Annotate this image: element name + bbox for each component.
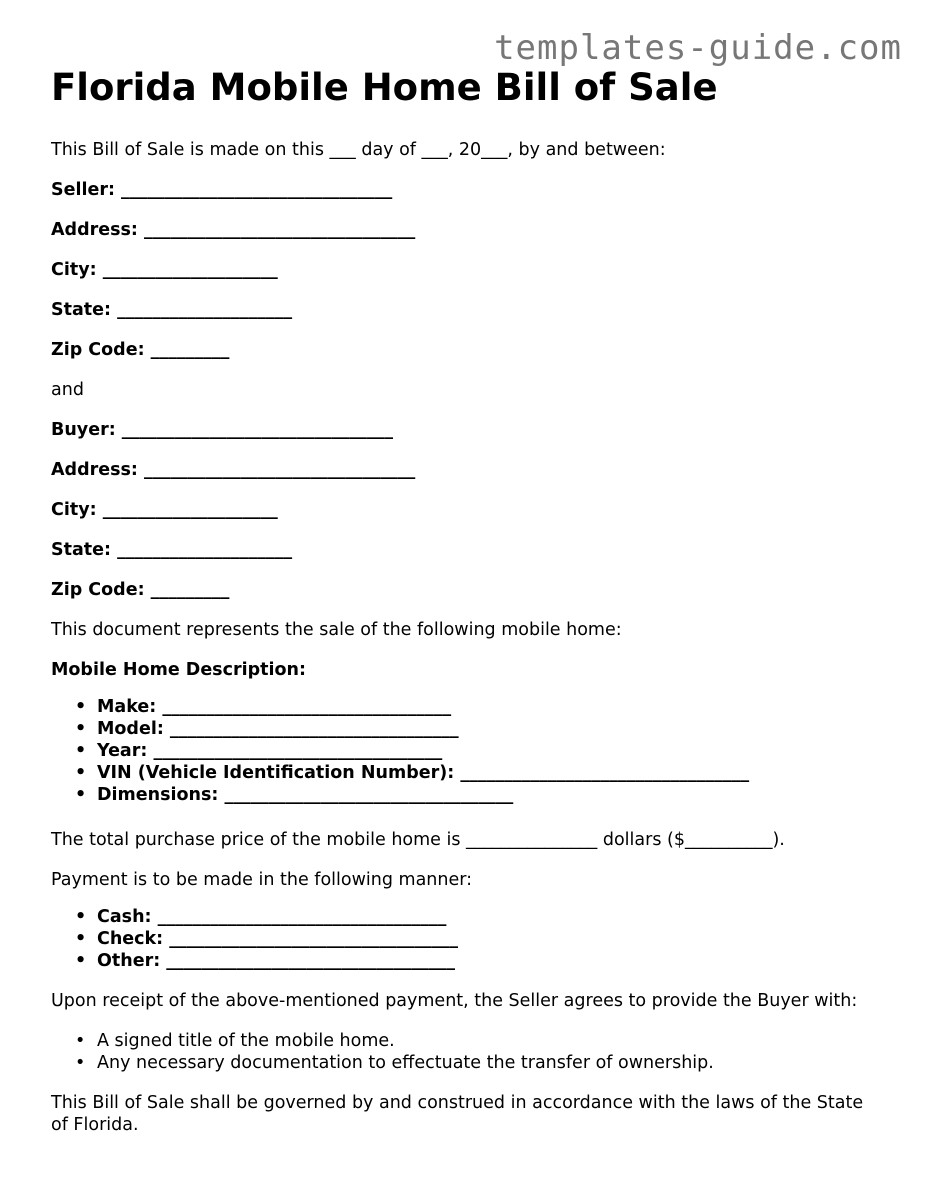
buyer-zip-field: Zip Code: _________ [51,580,230,600]
buyer-address-field: Address: _______________________________ [51,460,416,480]
sale-statement: This document represents the sale of the following mobile home: [51,620,622,640]
and-text: and [51,380,84,400]
buyer-name-field: Buyer: _______________________________ [51,420,394,440]
list-item: • Other: _________________________________ [97,950,871,972]
provide-list [51,1030,871,1074]
list-item: • Dimensions: _________________________________ [97,784,871,806]
watermark: templates-guide.com [494,28,902,68]
seller-state-field: State: ____________________ [51,300,293,320]
document-title: Florida Mobile Home Bill of Sale [51,66,718,109]
payment-heading: Payment is to be made in the following manner: [51,870,473,890]
seller-name-field: Seller: _______________________________ [51,180,393,200]
list-item: • VIN (Vehicle Identification Number): _________________________________ [97,762,871,784]
list-item: • Model: _________________________________ [97,718,871,740]
list-item: • Any necessary documentation to effectuate the transfer of ownership. [97,1052,871,1074]
governing-law: This Bill of Sale shall be governed by and construed in accordance with the laws of the State of Florida. [51,1093,864,1135]
list-item: • Cash: _________________________________ [97,906,871,928]
intro-text: This Bill of Sale is made on this ___ day of ___, 20___, by and between: [51,140,666,160]
list-item: • Check: _________________________________ [97,928,871,950]
payment-list [51,906,871,972]
provide-statement: Upon receipt of the above-mentioned payment, the Seller agrees to provide the Buyer with: [51,991,858,1011]
seller-zip-field: Zip Code: _________ [51,340,230,360]
list-item: • Make: _________________________________ [97,696,871,718]
buyer-state-field: State: ____________________ [51,540,293,560]
buyer-city-field: City: ____________________ [51,500,278,520]
description-list [51,696,871,806]
seller-address-field: Address: _______________________________ [51,220,416,240]
list-item: • Year: _________________________________ [97,740,871,762]
document-body [51,66,871,1154]
description-heading: Mobile Home Description: [51,660,306,680]
list-item: • A signed title of the mobile home. [97,1030,871,1052]
seller-city-field: City: ____________________ [51,260,278,280]
price-statement: The total purchase price of the mobile home is _______________ dollars ($__________). [51,830,785,850]
